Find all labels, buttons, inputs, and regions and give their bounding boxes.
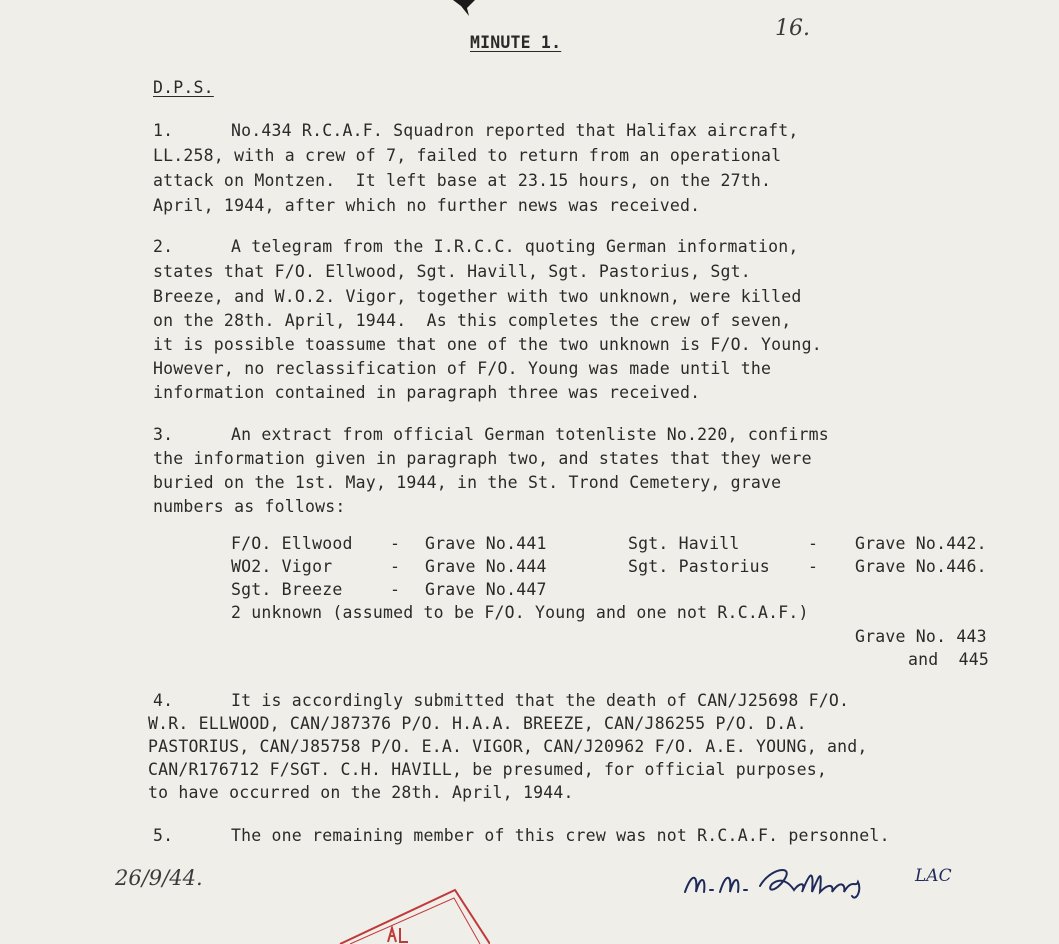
grave-dash: - (390, 534, 401, 553)
grave-number: Grave No.442. (855, 534, 987, 553)
paragraph-line: It is accordingly submitted that the death of CAN/J25698 F/O. (231, 691, 850, 710)
grave-name: Sgt. Pastorius (628, 557, 770, 576)
paragraph-line: The one remaining member of this crew was not R.C.A.F. personnel. (231, 826, 890, 845)
grave-dash: - (808, 534, 819, 553)
paragraph-line: W.R. ELLWOOD, CAN/J87376 P/O. H.A.A. BREEZE, CAN/J86255 P/O. D.A. (148, 714, 807, 733)
paragraph-number: 2. (153, 237, 174, 256)
page-number-annotation: 16. (775, 16, 810, 41)
paragraph-line: to have occurred on the 28th. April, 1944. (148, 783, 574, 802)
paragraph-line: information contained in paragraph three was received. (153, 383, 701, 402)
paragraph-line: on the 28th. April, 1944. As this completes the crew of seven, (153, 311, 792, 330)
grave-name: Sgt. Breeze (231, 580, 343, 599)
paragraph-line: A telegram from the I.R.C.C. quoting German information, (231, 237, 799, 256)
grave-name: Sgt. Havill (628, 534, 740, 553)
grave-name: F/O. Ellwood (231, 534, 353, 553)
paragraph-number: 5. (153, 826, 174, 845)
paragraph-number: 3. (153, 425, 174, 444)
handwritten-date: 26/9/44. (115, 866, 203, 890)
grave-number: Grave No.447 (425, 580, 547, 599)
paragraph-line: numbers as follows: (153, 497, 346, 516)
paragraph-line: CAN/R176712 F/SGT. C.H. HAVILL, be presumed, for official purposes, (148, 760, 827, 779)
grave-dash: - (390, 580, 401, 599)
paragraph-number: 1. (153, 121, 174, 140)
paragraph-line: PASTORIUS, CAN/J85758 P/O. E.A. VIGOR, CAN/J20962 F/O. A.E. YOUNG, and, (148, 737, 868, 756)
paragraph-line: An extract from official German totenliste No.220, confirms (231, 425, 829, 444)
grave-number: Grave No.446. (855, 557, 987, 576)
paragraph-line: No.434 R.C.A.F. Squadron reported that Halifax aircraft, (231, 121, 799, 140)
page-title: MINUTE 1. (470, 33, 562, 52)
paragraph-line: April, 1944, after which no further news was received. (153, 196, 701, 215)
unknown-grave: Grave No. 443 (855, 627, 987, 646)
punch-mark-icon (453, 0, 475, 16)
grave-number: Grave No.444 (425, 557, 547, 576)
signature-rank: LAC (915, 866, 952, 886)
paragraph-line: Breeze, and W.O.2. Vigor, together with two unknown, were killed (153, 287, 802, 306)
grave-dash: - (808, 557, 819, 576)
grave-number: Grave No.441 (425, 534, 547, 553)
paragraph-line: it is possible toassume that one of the two unknown is F/O. Young. (153, 335, 822, 354)
grave-name: WO2. Vigor (231, 557, 333, 576)
paragraph-line: the information given in paragraph two, and states that they were (153, 449, 812, 468)
stamp-icon (330, 884, 490, 944)
unknown-line: 2 unknown (assumed to be F/O. Young and one not R.C.A.F.) (231, 603, 809, 622)
addressee: D.P.S. (153, 78, 214, 97)
paragraph-line: LL.258, with a crew of 7, failed to return from an operational (153, 146, 782, 165)
paragraph-number: 4. (153, 691, 174, 710)
grave-dash: - (390, 557, 401, 576)
paragraph-line: However, no reclassification of F/O. Young was made until the (153, 359, 772, 378)
unknown-grave: and 445 (908, 650, 990, 669)
paragraph-line: attack on Montzen. It left base at 23.15 hours, on the 27th. (153, 171, 772, 190)
paragraph-line: states that F/O. Ellwood, Sgt. Havill, Sgt. Pastorius, Sgt. (153, 262, 751, 281)
paragraph-line: buried on the 1st. May, 1944, in the St. Trond Cemetery, grave (153, 473, 782, 492)
